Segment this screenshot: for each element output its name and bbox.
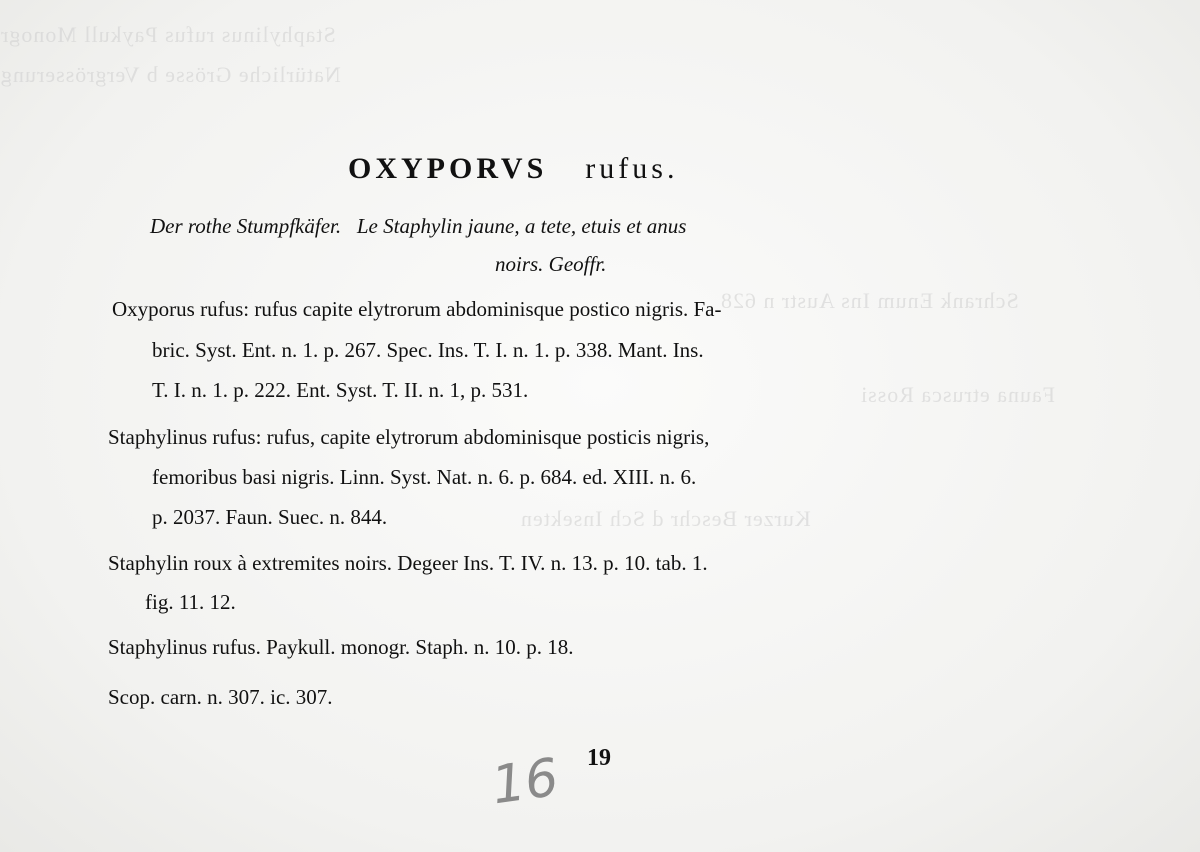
common-name-german: Der rothe Stumpfkäfer. [150, 214, 342, 238]
genus-name: OXYPORVS [348, 152, 548, 185]
citation-line: T. I. n. 1. p. 222. Ent. Syst. T. II. n. 1, p. 531. [152, 378, 529, 402]
bleed-through-line: Staphylinus rufus Paykull Monogr [0, 22, 336, 47]
common-names-line: noirs. Geoffr. [495, 252, 607, 276]
citation-line: Staphylinus rufus. Paykull. monogr. Staph. n. 10. p. 18. [108, 635, 574, 659]
species-name: rufus. [585, 152, 679, 185]
citation-line: bric. Syst. Ent. n. 1. p. 267. Spec. Ins. T. I. n. 1. p. 338. Mant. Ins. [152, 338, 704, 362]
citation-line: fig. 11. 12. [145, 590, 236, 614]
handwritten-number: 16 [488, 747, 563, 817]
page-number: 19 [587, 745, 611, 771]
bleed-through-line: Kurzer Beschr d Sch Insekten [520, 506, 811, 531]
bleed-through-line: Fauna etrusca Rossi [860, 382, 1055, 407]
page-title [348, 152, 848, 186]
citation-line: femoribus basi nigris. Linn. Syst. Nat. n. 6. p. 684. ed. XIII. n. 6. [152, 465, 697, 489]
common-names-line [150, 216, 686, 237]
citation-line: Staphylinus rufus: rufus, capite elytrorum abdominisque posticis nigris, [108, 425, 710, 449]
citation-line: Oxyporus rufus: rufus capite elytrorum abdominisque postico nigris. Fa- [112, 297, 722, 321]
citation-line: p. 2037. Faun. Suec. n. 844. [152, 505, 388, 529]
common-name-french: Le Staphylin jaune, a tete, etuis et anus [356, 214, 687, 238]
bleed-through-line: Natürliche Grösse b Vergrösserung [0, 62, 341, 87]
citation-line: Scop. carn. n. 307. ic. 307. [108, 685, 333, 709]
bleed-through-line: Schrank Enum Ins Austr n 628 [720, 288, 1019, 313]
citation-line: Staphylin roux à extremites noirs. Degeer Ins. T. IV. n. 13. p. 10. tab. 1. [108, 551, 708, 575]
